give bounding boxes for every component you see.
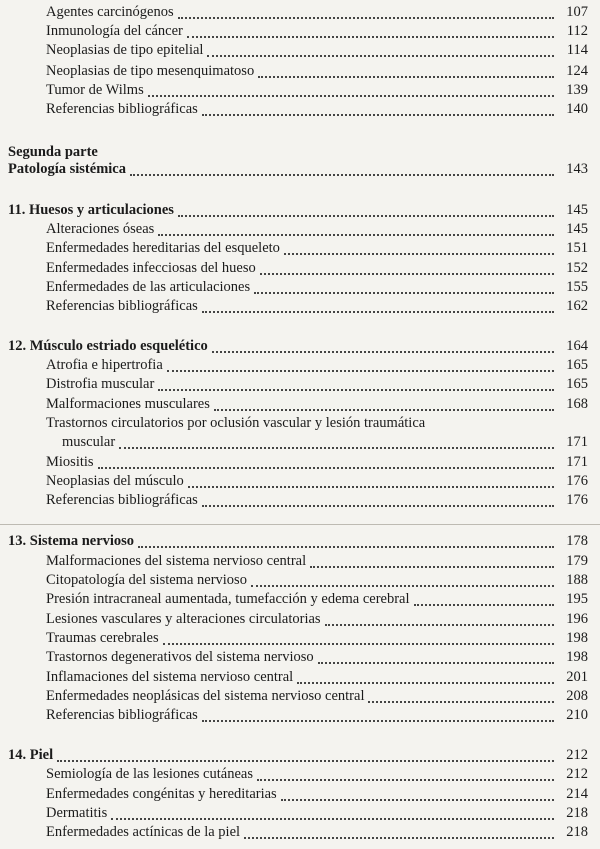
- entry-title: Presión intracraneal aumentada, tumefacción y edema cerebral: [46, 591, 410, 607]
- toc-entry[interactable]: [0, 279, 600, 299]
- entry-page: 168: [566, 396, 588, 412]
- entry-title: Semiología de las lesiones cutáneas: [46, 766, 253, 782]
- entry-page: 214: [566, 786, 588, 802]
- toc-entry[interactable]: [0, 786, 600, 806]
- chapter-heading[interactable]: [0, 338, 600, 358]
- entry-title: Enfermedades congénitas y hereditarias: [46, 786, 277, 802]
- toc-entry[interactable]: [0, 63, 600, 83]
- toc-entry[interactable]: [0, 42, 600, 62]
- entry-page: 140: [566, 101, 588, 117]
- entry-page: 114: [566, 42, 588, 58]
- entry-title: Enfermedades hereditarias del esqueleto: [46, 240, 280, 256]
- entry-title: Miositis: [46, 454, 94, 470]
- chapter-heading[interactable]: [0, 747, 600, 767]
- dot-leader: [281, 798, 554, 801]
- entry-title: Dermatitis: [46, 805, 108, 821]
- dot-leader: [258, 75, 554, 78]
- dot-leader: [260, 272, 554, 275]
- entry-title: Malformaciones del sistema nervioso central: [46, 553, 307, 569]
- entry-page: 198: [566, 649, 588, 665]
- toc-entry[interactable]: [0, 396, 600, 416]
- part-heading[interactable]: [0, 161, 600, 181]
- dot-leader: [257, 778, 554, 781]
- entry-title: Referencias bibliográficas: [46, 492, 198, 508]
- entry-page: 176: [566, 492, 588, 508]
- entry-page: 162: [566, 298, 588, 314]
- entry-title: Traumas cerebrales: [46, 630, 159, 646]
- entry-title: Enfermedades de las articulaciones: [46, 279, 251, 295]
- entry-page: 165: [566, 357, 588, 373]
- dot-leader: [158, 388, 554, 391]
- dot-leader: [202, 113, 554, 116]
- toc-entry[interactable]: [0, 221, 600, 241]
- entry-title: Neoplasias de tipo mesenquimatoso: [46, 63, 255, 79]
- dot-leader: [251, 584, 554, 587]
- toc-entry[interactable]: [0, 240, 600, 260]
- toc-entry[interactable]: [0, 492, 600, 512]
- dot-leader: [188, 485, 554, 488]
- chapter-page: 145: [566, 202, 588, 218]
- toc-entry[interactable]: [0, 473, 600, 493]
- toc-entry[interactable]: [0, 23, 600, 43]
- entry-page: 155: [566, 279, 588, 295]
- entry-page: 176: [566, 473, 588, 489]
- dot-leader: [130, 173, 554, 176]
- dot-leader: [167, 369, 554, 372]
- toc-entry[interactable]: [0, 376, 600, 396]
- dot-leader: [318, 661, 554, 664]
- entry-title: Neoplasias del músculo: [46, 473, 184, 489]
- toc-entry-continuation[interactable]: [0, 434, 600, 454]
- toc-entry[interactable]: [0, 101, 600, 121]
- dot-leader: [284, 252, 554, 255]
- dot-leader: [138, 545, 554, 548]
- toc-entry[interactable]: [0, 591, 600, 611]
- entry-title: Trastornos degenerativos del sistema nervioso: [46, 649, 314, 665]
- toc-entry[interactable]: [0, 260, 600, 280]
- entry-title: Referencias bibliográficas: [46, 707, 198, 723]
- entry-page: 208: [566, 688, 588, 704]
- dot-leader: [148, 94, 554, 97]
- entry-page: 145: [566, 221, 588, 237]
- entry-page: 139: [566, 82, 588, 98]
- toc-entry[interactable]: [0, 630, 600, 650]
- entry-page: 188: [566, 572, 588, 588]
- chapter-page: 164: [566, 338, 588, 354]
- entry-page: 152: [566, 260, 588, 276]
- entry-page: 171: [566, 434, 588, 450]
- dot-leader: [214, 408, 554, 411]
- dot-leader: [202, 719, 554, 722]
- entry-page: 198: [566, 630, 588, 646]
- toc-entry[interactable]: [0, 805, 600, 825]
- toc-entry[interactable]: [0, 298, 600, 318]
- entry-page: 112: [566, 23, 588, 39]
- entry-page: 212: [566, 766, 588, 782]
- dot-leader: [297, 681, 554, 684]
- dot-leader: [98, 466, 554, 469]
- dot-leader: [163, 642, 554, 645]
- dot-leader: [57, 759, 554, 762]
- entry-title: Enfermedades actínicas de la piel: [46, 824, 241, 840]
- chapter-title: 11. Huesos y articulaciones: [8, 202, 174, 218]
- entry-title: Tumor de Wilms: [46, 82, 144, 98]
- dot-leader: [119, 446, 554, 449]
- chapter-title: 13. Sistema nervioso: [8, 533, 135, 549]
- entry-title: Malformaciones musculares: [46, 396, 210, 412]
- dot-leader: [414, 603, 554, 606]
- chapter-title: 14. Piel: [8, 747, 54, 763]
- entry-title: Citopatología del sistema nervioso: [46, 572, 247, 588]
- chapter-page: 212: [566, 747, 588, 763]
- dot-leader: [202, 504, 554, 507]
- toc-entry[interactable]: [0, 572, 600, 592]
- dot-leader: [254, 291, 554, 294]
- part-number: Segunda parte: [8, 144, 98, 160]
- part-title: Patología sistémica: [8, 161, 126, 177]
- entry-title: Enfermedades neoplásicas del sistema nervioso central: [46, 688, 365, 704]
- dot-leader: [111, 817, 554, 820]
- toc-entry[interactable]: [0, 707, 600, 727]
- entry-title: Inmunología del cáncer: [46, 23, 183, 39]
- entry-page: 124: [566, 63, 588, 79]
- toc-entry[interactable]: [0, 611, 600, 631]
- entry-title-continuation: muscular: [62, 434, 116, 450]
- entry-page: 151: [566, 240, 588, 256]
- entry-title: Lesiones vasculares y alteraciones circulatorias: [46, 611, 321, 627]
- entry-page: 195: [566, 591, 588, 607]
- entry-title: Trastornos circulatorios por oclusión vascular y lesión traumática: [46, 415, 426, 431]
- entry-title: Enfermedades infecciosas del hueso: [46, 260, 256, 276]
- toc-entry[interactable]: [0, 669, 600, 689]
- dot-leader: [187, 35, 554, 38]
- dot-leader: [178, 214, 554, 217]
- entry-title: Neoplasias de tipo epitelial: [46, 42, 204, 58]
- toc-entry[interactable]: [0, 82, 600, 102]
- entry-page: 196: [566, 611, 588, 627]
- toc-entry[interactable]: [0, 357, 600, 377]
- chapter-heading[interactable]: [0, 202, 600, 222]
- dot-leader: [178, 16, 554, 19]
- dot-leader: [368, 700, 554, 703]
- toc-entry[interactable]: [0, 766, 600, 786]
- chapter-heading[interactable]: [0, 533, 600, 553]
- dot-leader: [310, 565, 554, 568]
- dot-leader: [202, 310, 554, 313]
- toc-entry[interactable]: [0, 454, 600, 474]
- chapter-title: 12. Músculo estriado esquelético: [8, 338, 208, 354]
- dot-leader: [325, 623, 554, 626]
- entry-title: Inflamaciones del sistema nervioso central: [46, 669, 294, 685]
- entry-page: 171: [566, 454, 588, 470]
- entry-title: Distrofia muscular: [46, 376, 155, 392]
- dot-leader: [207, 54, 554, 57]
- entry-page: 210: [566, 707, 588, 723]
- toc-entry[interactable]: [0, 415, 600, 435]
- entry-title: Alteraciones óseas: [46, 221, 155, 237]
- toc-entry[interactable]: [0, 553, 600, 573]
- entry-title: Referencias bibliográficas: [46, 298, 198, 314]
- entry-page: 165: [566, 376, 588, 392]
- scan-band: [0, 524, 600, 525]
- part-page: 143: [566, 161, 588, 177]
- entry-title: Referencias bibliográficas: [46, 101, 198, 117]
- entry-page: 218: [566, 805, 588, 821]
- toc-entry[interactable]: [0, 688, 600, 708]
- entry-page: 107: [566, 4, 588, 20]
- entry-page: 218: [566, 824, 588, 840]
- entry-title: Agentes carcinógenos: [46, 4, 174, 20]
- entry-page: 201: [566, 669, 588, 685]
- toc-entry[interactable]: [0, 4, 600, 24]
- dot-leader: [212, 350, 554, 353]
- entry-title: Atrofia e hipertrofia: [46, 357, 163, 373]
- dot-leader: [244, 836, 554, 839]
- toc-entry[interactable]: [0, 649, 600, 669]
- dot-leader: [158, 233, 554, 236]
- chapter-page: 178: [566, 533, 588, 549]
- entry-page: 179: [566, 553, 588, 569]
- toc-entry[interactable]: [0, 824, 600, 844]
